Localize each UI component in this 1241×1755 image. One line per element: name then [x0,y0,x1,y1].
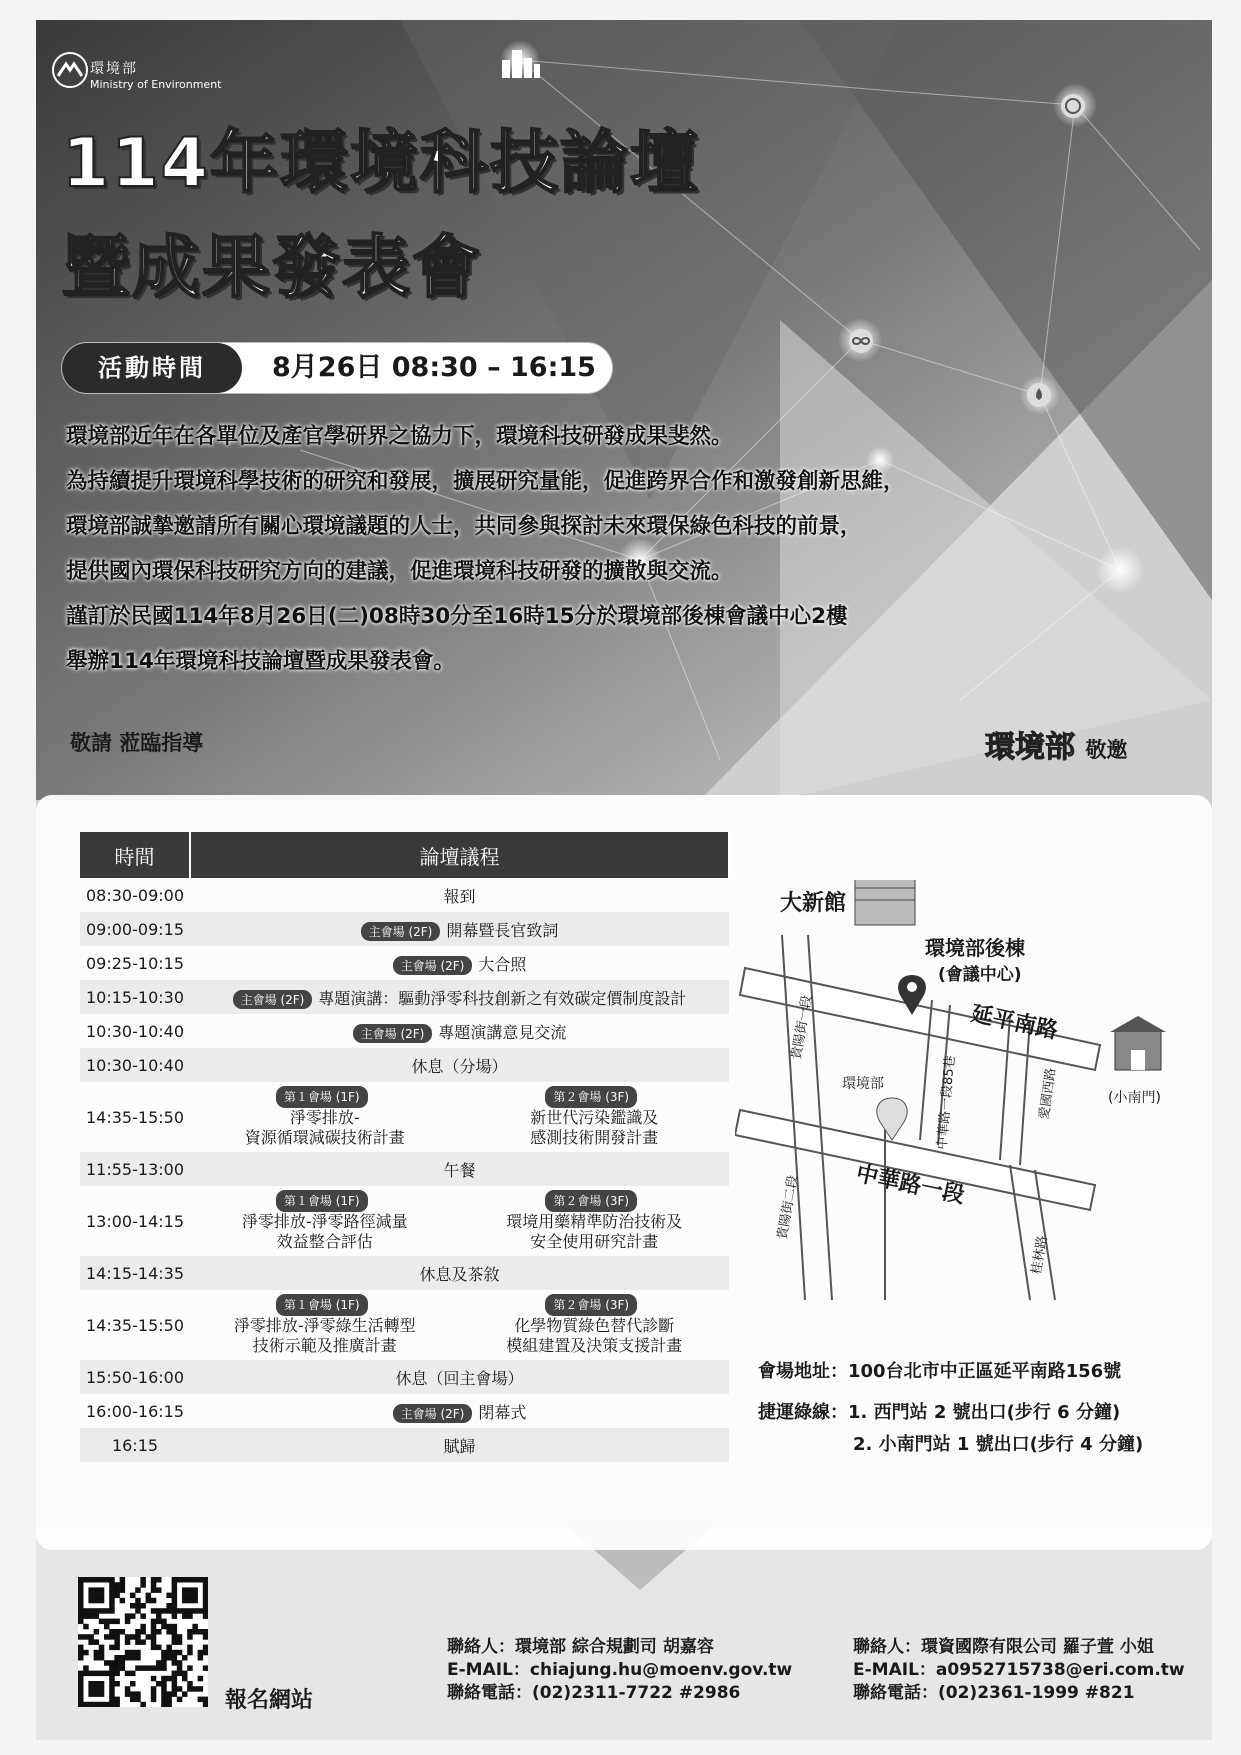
time-cell: 14:35-15:50 [86,1315,184,1335]
title-line-1: 114年環境科技論壇 [62,124,700,203]
event-time-pill [62,343,612,393]
map-label-zhonghua: 中華路一段 [853,1161,967,1209]
program-cell: 休息及茶敘 [190,1256,729,1290]
event-time-label: 活動時間 [62,343,242,393]
time-cell: 11:55-13:00 [80,1152,190,1186]
contact-name: 聯絡人：環境部 綜合規劃司 胡嘉容 [447,1637,714,1657]
time-cell: 14:15-14:35 [80,1256,190,1290]
table-row [80,878,729,912]
program-text: 專題演講意見交流 [438,1022,567,1042]
table-row [80,1428,729,1462]
city-buildings-icon [498,48,542,78]
table-row [80,912,729,946]
intro-line: 舉辦114年環境科技論壇暨成果發表會。 [66,649,455,674]
session-line: 資源循環減碳技術計畫 [244,1128,405,1147]
table-row [80,1290,729,1360]
inviter-word: 敬邀 [1085,738,1128,762]
agenda-header-program: 論壇議程 [190,832,729,878]
program-cell: 休息（分場） [190,1048,729,1082]
session-line: 淨零排放- [289,1108,360,1127]
time-cell: 10:30-10:40 [86,1021,184,1041]
contact-email[interactable]: E-MAIL：a0952715738@eri.com.tw [853,1660,1185,1680]
program-cell [190,912,729,946]
venue-badge: 主會場 (2F) [393,1404,473,1423]
session-line: 模組建置及決策支援計畫 [506,1336,683,1355]
program-text: 開幕暨長官致詞 [446,920,559,940]
table-row [80,1082,729,1152]
moe-pin-icon [877,1098,907,1140]
venue-badge: 主會場 (2F) [233,990,313,1009]
time-cell: 15:50-16:00 [80,1360,190,1394]
time-cell: 14:35-15:50 [86,1107,184,1127]
map-label-venue-sub: (會議中心) [938,965,1022,985]
session-line: 安全使用研究計畫 [530,1232,659,1251]
contact-name: 聯絡人：環資國際有限公司 羅子萱 小姐 [853,1637,1154,1657]
time-cell: 10:30-10:40 [80,1048,190,1082]
building-icon [855,880,915,925]
session-line: 環境用藥精準防治技術及 [506,1212,683,1231]
table-row [80,1360,729,1394]
program-cell: 休息（回主會場） [190,1360,729,1394]
registration-link-label[interactable]: 報名網站 [225,1688,314,1713]
map-label-gate: (小南門) [1108,1090,1161,1106]
infinity-icon [848,328,874,354]
intro-line: 環境部近年在各單位及產官學研界之協力下，環境科技研發成果斐然。 [66,424,733,449]
time-cell: 09:00-09:15 [80,912,190,946]
map-label-guilin: 桂林路 [1029,1234,1051,1276]
please-attend: 敬請 蒞臨指導 [70,731,204,755]
program-text: 專題演講：驅動淨零科技創新之有效碳定價制度設計 [318,988,687,1008]
globe-icon [1060,93,1086,119]
map-label-aiguo: 愛國西路 [1037,1066,1060,1121]
time-cell: 09:25-10:15 [86,953,184,973]
venue-badge: 主會場 (2F) [361,922,441,941]
program-text: 閉幕式 [478,1402,527,1422]
program-cell: 午餐 [190,1152,729,1186]
intro-line: 環境部誠摯邀請所有關心環境議題的人士，共同參與探討未來環保綠色科技的前景， [66,514,862,539]
ministry-logo-icon [52,52,88,88]
venue-address: 會場地址：100台北市中正區延平南路156號 [758,1361,1122,1382]
time-cell: 10:15-10:30 [80,980,190,1014]
gate-icon [1110,1016,1166,1070]
session-line: 化學物質綠色替代診斷 [514,1316,675,1335]
program-cell: 報到 [443,886,476,906]
contact-block-2 [853,1636,1185,1705]
mrt-route-1: 捷運綠線：1. 西門站 2 號出口(步行 6 分鐘) [758,1402,1121,1423]
map-label-building: 大新館 [780,891,847,916]
table-row [80,1394,729,1428]
agenda-table [80,832,730,1462]
session-line: 淨零排放-淨零路徑減量 [241,1212,408,1231]
table-row [80,980,729,1014]
map-label-venue: 環境部後棟 [925,936,1025,960]
table-row [80,1014,729,1048]
mrt-route-2: 2. 小南門站 1 號出口(步行 4 分鐘) [853,1434,1144,1455]
venue-badge: 第２會場 (3F) [545,1190,637,1212]
program-cell [190,1014,729,1048]
intro-line: 提供國內環保科技研究方向的建議，促進環境科技研發的擴散與交流。 [66,559,733,584]
table-row [80,946,729,980]
program-cell: 賦歸 [190,1428,729,1462]
registration-qr-code[interactable] [78,1577,208,1707]
table-row [80,1048,729,1082]
intro-line: 為持續提升環境科學技術的研究和發展，擴展研究量能，促進跨界合作和激發創新思維， [66,469,905,494]
time-cell: 16:15 [80,1428,190,1462]
venue-badge: 第１會場 (1F) [276,1190,368,1212]
venue-badge: 主會場 (2F) [353,1024,433,1043]
session-line: 淨零排放-淨零綠生活轉型 [233,1316,416,1335]
session-line: 感測技術開發計畫 [530,1128,659,1147]
program-text: 大合照 [478,954,527,974]
title-line-2: 暨成果發表會 [62,229,483,308]
table-row [80,1186,729,1256]
session-line: 效益整合評估 [276,1232,373,1251]
inviter-org: 環境部 [985,730,1075,765]
map-label-moe: 環境部 [842,1076,884,1092]
program-cell [190,1394,729,1428]
program-cell [190,1290,729,1360]
logo-org-en: Ministry of Environment [90,78,222,91]
logo-org-zh: 環境部 [90,61,138,77]
table-row [80,1256,729,1290]
contact-block-1 [447,1636,792,1705]
venue-badge: 第２會場 (3F) [545,1086,637,1108]
map-label-guiyang-2: 貴陽街二段 [775,1174,802,1241]
venue-badge: 主會場 (2F) [393,956,473,975]
venue-badge: 第１會場 (1F) [276,1086,368,1108]
intro-line: 謹訂於民國114年8月26日(二)08時30分至16時15分於環境部後棟會議中心2樓 [66,604,848,629]
venue-badge: 第１會場 (1F) [276,1294,368,1316]
contact-email[interactable]: E-MAIL：chiajung.hu@moenv.gov.tw [447,1660,793,1680]
program-cell [190,980,729,1014]
venue-map [735,880,1185,1310]
session-line: 技術示範及推廣計畫 [252,1336,397,1355]
water-drop-icon [1026,382,1052,408]
program-cell [190,1186,729,1256]
map-label-guiyang-1: 貴陽街一段 [789,994,816,1061]
program-cell [190,946,729,980]
time-cell: 08:30-09:00 [86,885,184,905]
venue-badge: 第２會場 (3F) [545,1294,637,1316]
intro-paragraph [66,418,1186,688]
inviter [985,722,1127,766]
map-label-yanping: 延平南路 [968,1001,1061,1045]
contact-phone: 聯絡電話：(02)2361-1999 #821 [853,1683,1135,1703]
map-label-lane: 中華路一段85巷 [935,1054,959,1151]
time-cell: 16:00-16:15 [86,1401,184,1421]
table-row [80,1152,729,1186]
session-line: 新世代污染鑑識及 [530,1108,659,1127]
agenda-header-time: 時間 [80,832,190,878]
contact-phone: 聯絡電話：(02)2311-7722 #2986 [447,1683,741,1703]
program-cell [190,1082,729,1152]
event-time-value: 8月26日 08:30 – 16:15 [272,352,596,383]
time-cell: 13:00-14:15 [86,1211,184,1231]
